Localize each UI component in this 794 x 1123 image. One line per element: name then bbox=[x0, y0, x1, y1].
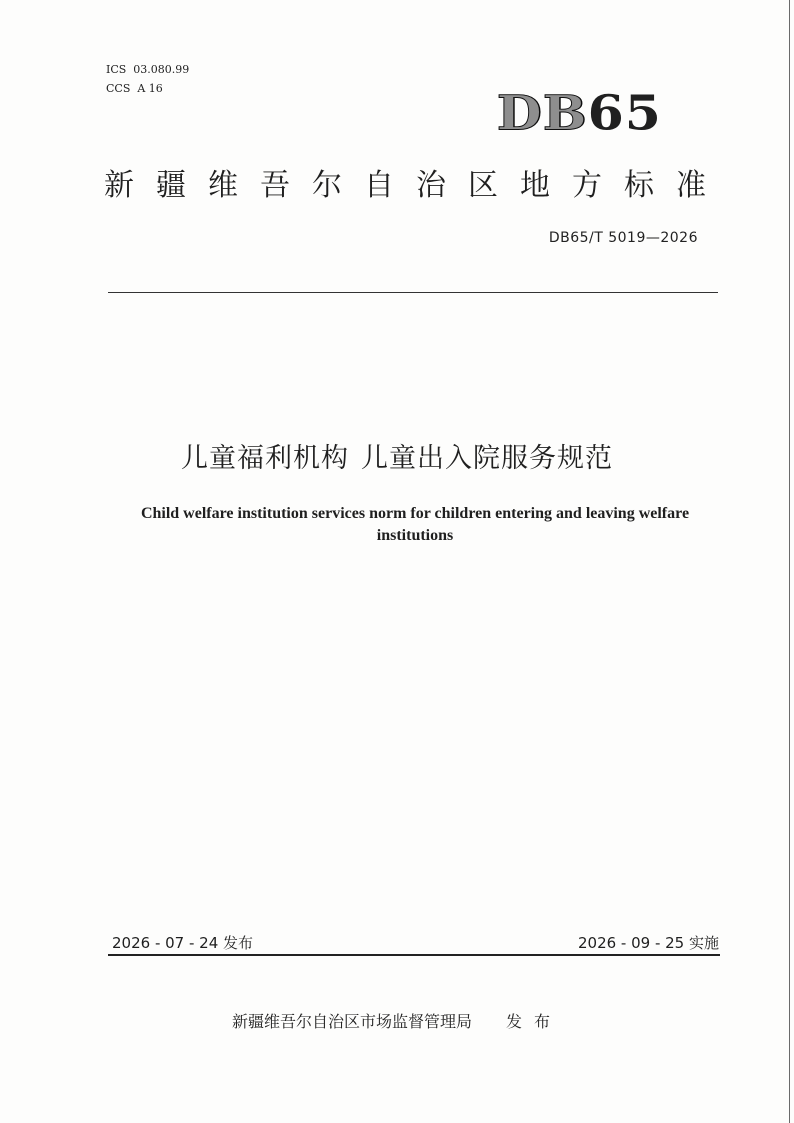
chinese-title-part1: 儿童福利机构 bbox=[181, 443, 349, 474]
issuer-name: 新疆维吾尔自治区市场监督管理局 bbox=[231, 1012, 472, 1031]
ics-code: ICS 03.080.99 bbox=[106, 63, 190, 76]
implementation-date: 2026 - 09 - 25 实施 bbox=[577, 934, 719, 952]
english-title-line2: institutions bbox=[376, 527, 454, 544]
logo-prefix: DB bbox=[496, 85, 588, 142]
ccs-code: CCS A 16 bbox=[106, 82, 163, 95]
english-title-line1: Child welfare institution services norm for children entering and leaving welfare bbox=[140, 505, 690, 522]
chinese-title bbox=[0, 436, 794, 475]
issuing-authority bbox=[0, 1009, 794, 1032]
scan-edge-line bbox=[789, 0, 790, 1123]
db65-logo bbox=[497, 86, 662, 141]
english-title bbox=[100, 503, 730, 547]
bottom-divider bbox=[108, 954, 720, 956]
chinese-title-part2: 儿童出入院服务规范 bbox=[361, 443, 613, 474]
top-divider bbox=[108, 292, 718, 293]
issuer-action: 发布 bbox=[506, 1012, 563, 1031]
standard-number: DB65/T 5019—2026 bbox=[548, 230, 698, 246]
standard-category: 新疆维吾尔自治区地方标准 bbox=[104, 168, 728, 203]
classification-codes bbox=[106, 60, 189, 98]
issue-date: 2026 - 07 - 24 发布 bbox=[112, 934, 254, 952]
logo-number: 65 bbox=[587, 85, 662, 142]
